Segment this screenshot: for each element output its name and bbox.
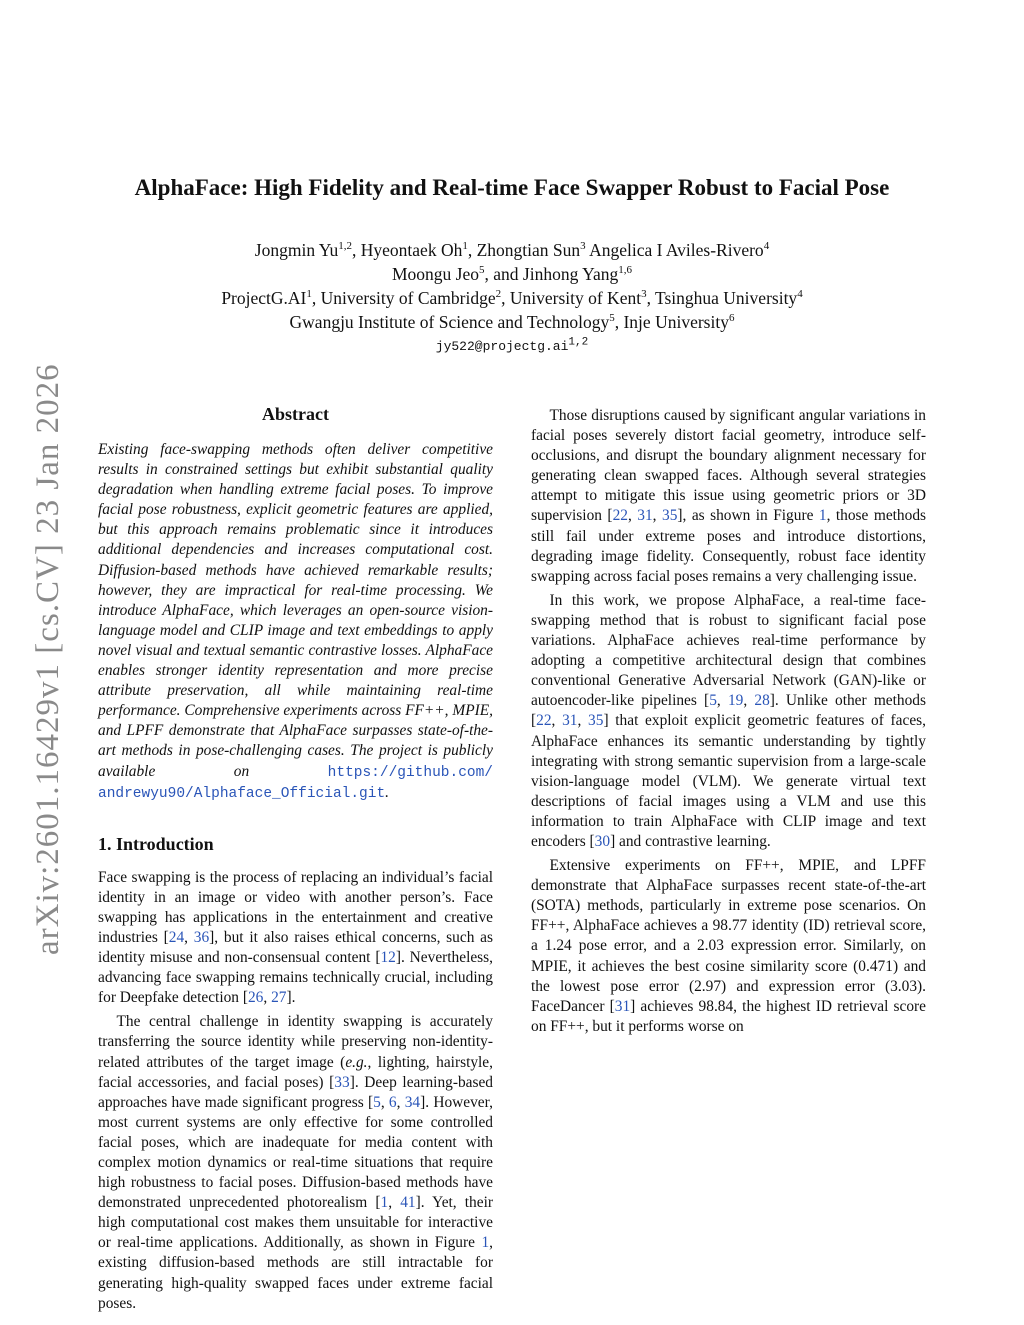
citation-link[interactable]: 33 xyxy=(334,1073,350,1091)
affiliation-superscript: 5 xyxy=(479,264,485,277)
arxiv-identifier: arXiv:2601.16429v1 [cs.CV] 23 Jan 2026 xyxy=(30,363,66,955)
paper-title: AlphaFace: High Fidelity and Real-time Face Swapper Robust to Facial Pose xyxy=(134,175,890,200)
section-heading-introduction: 1. Introduction xyxy=(98,833,214,854)
author-name: University of Cambridge xyxy=(320,288,496,308)
citation-link[interactable]: 26 xyxy=(247,989,264,1007)
citation-link[interactable]: 5 xyxy=(373,1093,381,1111)
citation-link[interactable]: 27 xyxy=(271,989,287,1007)
citation-link[interactable]: 22 xyxy=(612,507,628,525)
affiliation-superscript: 2 xyxy=(495,288,502,301)
author-line: Jongmin Yu$^{1,2}$, Hyeontaek Oh$^1$, Zhongtian Sun$^3$ Angelica I Aviles-Rivero$^4$ xyxy=(254,240,770,260)
citation-link[interactable]: 35 xyxy=(588,712,604,730)
author-line: Moongu Jeo$^5$, and Jinhong Yang$^{1,6}$ xyxy=(392,264,632,284)
citation-link[interactable]: 1 xyxy=(380,1194,389,1212)
intro-paragraph: Face swapping is the process of replacing an individual’s facial identity in an image or video with another person’s. Face swapping has applications in the entertainment and creative industries [24, 36], but it also raises ethical concerns, such as identity misuse and non-consensual content [12]. Nevertheless, advancing face swapping remains technically crucial, including for Deepfake detection [26, 27]. xyxy=(98,868,494,1007)
citation-link[interactable]: 31 xyxy=(562,712,578,730)
affiliation-superscript: 6 xyxy=(728,312,735,325)
citation-link[interactable]: 24 xyxy=(168,928,185,946)
author-name: Gwangju Institute of Science and Technology xyxy=(289,312,610,332)
affiliation-superscript: 1,6 xyxy=(618,264,632,277)
affiliation-superscript: 1 xyxy=(306,288,312,301)
abstract-body: Existing face-swapping methods often deliver competitive results in constrained settings but exhibit substantial quality degradation when handling extreme facial poses. To improve facial pose robustness, explicit geometric features are applied, but this approach remains problematic since it introduces additional dependencies and increases computational cost. Diffusion-based methods have achieved remarkable results; however, they are impractical for real-time processing. We introduce AlphaFace, which leverages an open-source vision-language model and CLIP image and text embeddings to apply novel visual and textual semantic contrastive losses. AlphaFace enables stronger identity representation and more precise attribute preservation, all while maintaining real-time performance. Comprehensive experiments across FF++, MPIE, and LPFF demonstrate that AlphaFace surpasses state-of-the-art methods in pose-challenging cases. The project is publicly available on xyxy=(98,441,493,780)
citation-link[interactable]: 5 xyxy=(709,692,717,710)
intro-paragraph: The central challenge in identity swapping is accurately transferring the source identity while preserving non-identity-related attributes of the target image (e.g., lighting, hairstyle, facial accessories, and facial poses) [33]. Deep learning-based approaches have made significant progress [5, 6, 34]. However, most current systems are only effective for some controlled facial poses, which are inadequate for media content with complex motion dynamics or real-time situations that require high robustness to facial poses. Diffusion-based methods have demonstrated unprecedented photorealism [1, 41]. Yet, their high computational cost makes them unsuitable for interactive or real-time applications. Additionally, as shown in Figure 1, existing diffusion-based methods are still intractable for generating high-quality swapped faces under extreme facial poses. xyxy=(98,1013,494,1312)
email-address: jy522@projectg.ai xyxy=(435,339,569,354)
author-name: Jinhong Yang xyxy=(522,264,619,284)
emphasis-text: e.g. xyxy=(345,1053,368,1071)
affiliation-superscript: 4 xyxy=(797,288,803,301)
citation-link[interactable]: 34 xyxy=(404,1093,421,1111)
right-column xyxy=(531,402,926,1037)
author-name: Tsinghua University xyxy=(655,288,798,308)
affiliation-line: $ProjectG.AI^1$, University of Cambridge$^2$, University of Kent$^3$, Tsinghua University$^4$ xyxy=(221,288,803,308)
abstract-text xyxy=(98,440,493,804)
author-name: Angelica I Aviles-Rivero xyxy=(589,240,764,260)
affiliation-superscript: 1 xyxy=(462,240,468,253)
citation-link[interactable]: 41 xyxy=(400,1194,416,1212)
intro-paragraph: In this work, we propose AlphaFace, a real-time face-swapping method that is robust to significant facial pose variations. AlphaFace achieves real-time performance by adopting a competitive architectural design that combines conventional Generative Adversarial Network (GAN)-like or autoencoder-like pipelines [5, 19, 28]. Unlike other methods [22, 31, 35] that exploit explicit geometric features of faces, AlphaFace enhances its semantic understanding by tightly integrating with strong semantic supervision from a large-scale vision-language model (VLM). We generate virtual text descriptions of facial images using a VLM and use this information to train AlphaFace with CLIP image and text encoders [30] and contrastive learning. xyxy=(531,591,926,850)
affiliation-superscript: 4 xyxy=(763,240,770,253)
citation-link[interactable]: 31 xyxy=(637,507,653,525)
affiliation-superscript: 5 xyxy=(609,312,615,325)
citation-link[interactable]: 19 xyxy=(727,692,744,710)
author-name: University of Kent xyxy=(509,288,642,308)
abstract-end: . xyxy=(385,783,390,801)
affiliation-superscript: 3 xyxy=(580,240,586,253)
abstract-heading: Abstract xyxy=(262,404,329,424)
citation-link[interactable]: 31 xyxy=(614,997,631,1015)
citation-link[interactable]: 12 xyxy=(380,949,396,967)
affiliation-superscript: 1,2 xyxy=(338,240,353,253)
citation-link[interactable]: 22 xyxy=(536,712,552,730)
citation-link[interactable]: 1 xyxy=(818,507,827,525)
author-name: ProjectG.AI xyxy=(221,288,307,308)
left-column xyxy=(98,402,493,1314)
author-name: Moongu Jeo xyxy=(392,264,480,284)
affiliation-superscript: 3 xyxy=(641,288,647,301)
author-name: Zhongtian Sun xyxy=(476,240,581,260)
citation-link[interactable]: 28 xyxy=(754,692,770,710)
citation-link[interactable]: 30 xyxy=(594,832,611,850)
author-block xyxy=(0,238,1024,359)
citation-link[interactable]: 6 xyxy=(388,1093,397,1111)
citation-link[interactable]: 1 xyxy=(481,1234,490,1252)
author-name: Jongmin Yu xyxy=(254,240,339,260)
affiliation-line: Gwangju Institute of Science and Technology$^5$, Inje University$^6$ xyxy=(289,312,735,332)
intro-paragraph: Extensive experiments on FF++, MPIE, and LPFF demonstrate that AlphaFace surpasses recent state-of-the-art (SOTA) methods, particularly in extreme pose scenarios. On FF++, AlphaFace achieves a 98.77 identity (ID) retrieval score, a 1.24 pose error, and a 2.03 expression error. Similarly, on MPIE, it achieves the best cosine similarity score (0.471) and the lowest pose error (2.97) and expression error (3.03). FaceDancer [31] achieves 98.84, the highest ID retrieval score on FF++, but it performs worse on xyxy=(531,857,926,1035)
citation-link[interactable]: 36 xyxy=(193,928,210,946)
project-link[interactable]: https://github.com/andrewyu90/Alphaface_Official.git xyxy=(98,764,493,802)
author-name: Inje University xyxy=(623,312,729,332)
intro-paragraph: Those disruptions caused by significant angular variations in facial poses severely distort facial geometry, introduce self-occlusions, and disrupt the boundary alignment necessary for generating clean swapped faces. Although several strategies attempt to mitigate this issue using geometric priors or 3D supervision [22, 31, 35], as shown in Figure 1, those methods still fail under extreme poses and introduce distortions, degrading image fidelity. Consequently, robust face identity swapping across facial poses remains a very challenging issue. xyxy=(531,407,927,585)
email-superscript: 1,2 xyxy=(568,336,589,349)
citation-link[interactable]: 35 xyxy=(662,507,678,525)
author-name: Hyeontaek Oh xyxy=(360,240,463,260)
contact-email xyxy=(0,335,1024,359)
